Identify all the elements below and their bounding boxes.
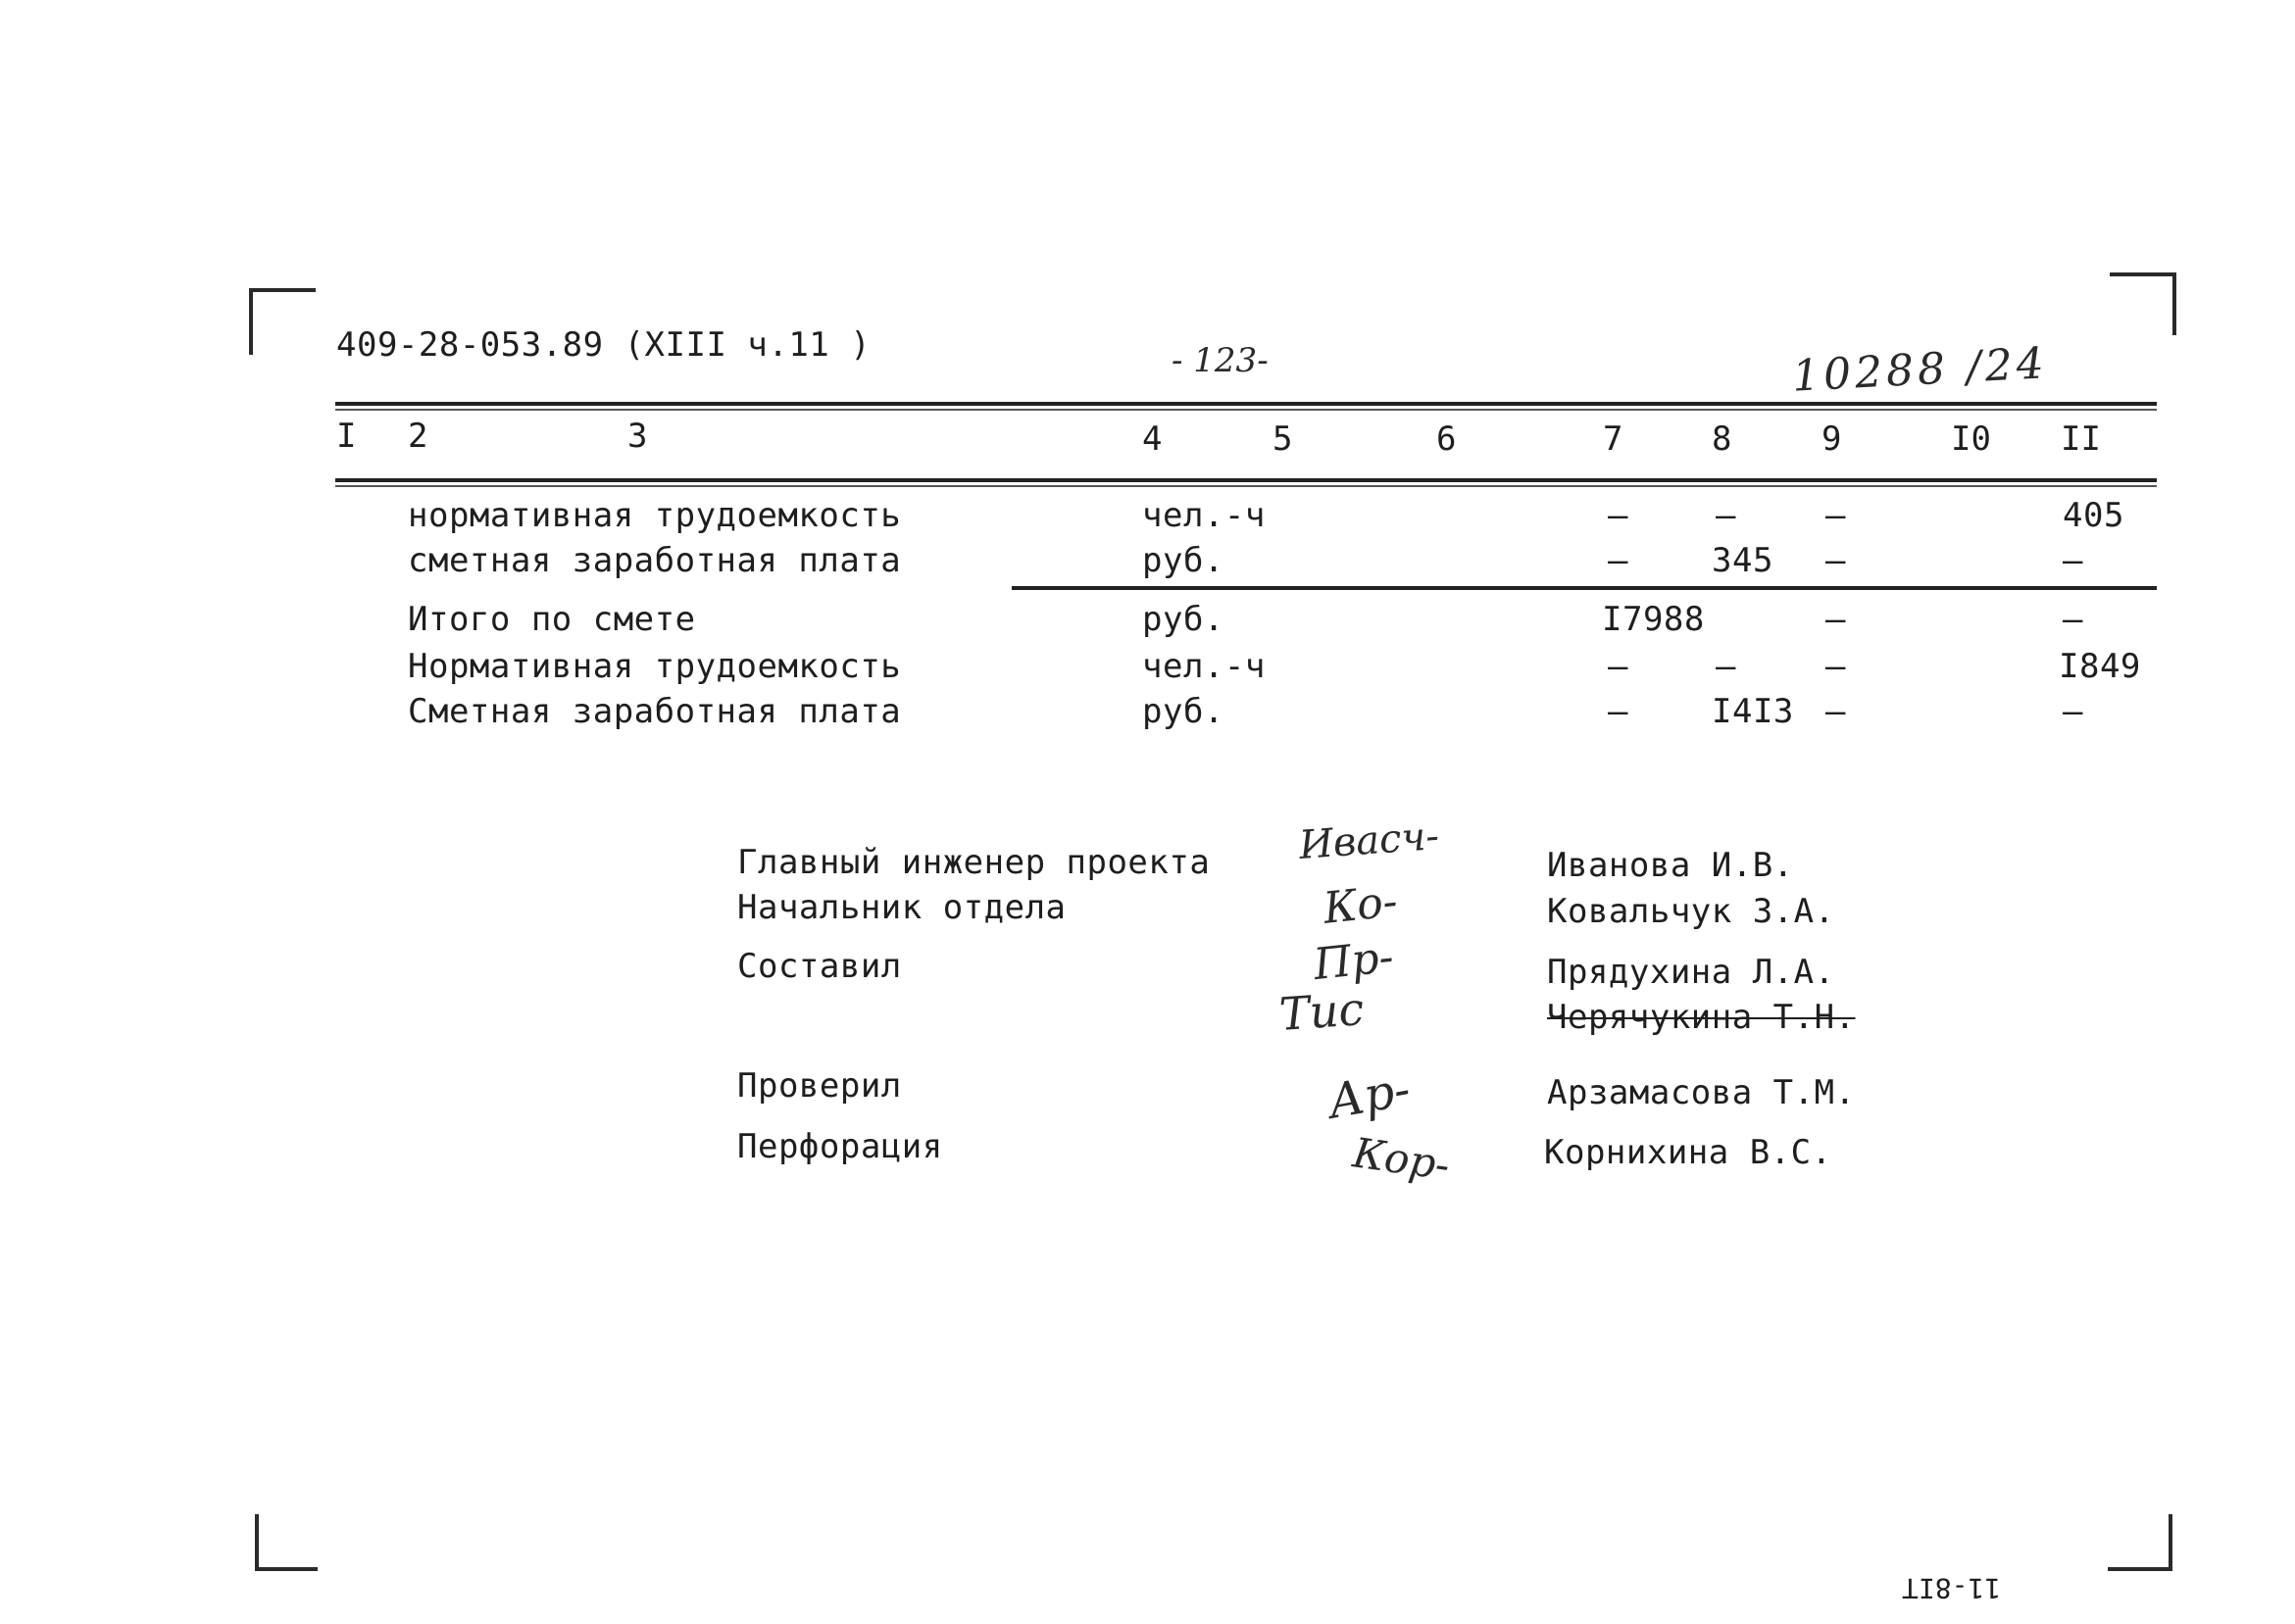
column-number: 2	[408, 417, 428, 456]
row-unit: чел.-ч	[1142, 496, 1266, 535]
row-col11: 405	[2063, 496, 2124, 535]
row-col8: –	[1716, 496, 1736, 535]
signatory-name: Арзамасова Т.М.	[1547, 1073, 1856, 1112]
signatory-name: Ковальчук З.А.	[1547, 892, 1835, 931]
row-name: сметная заработная плата	[408, 541, 902, 580]
row-col8: 345	[1712, 541, 1773, 580]
corner-top-right	[2110, 272, 2176, 335]
row-col7: –	[1608, 692, 1628, 731]
handwritten-signature: Ар-	[1323, 1061, 1415, 1130]
row-col7: –	[1608, 541, 1628, 580]
row-col9: –	[1825, 647, 1846, 686]
column-number: II	[2061, 419, 2101, 459]
row-unit: руб.	[1142, 692, 1224, 731]
row-col9: –	[1825, 496, 1846, 535]
handwritten-signature: Пр-	[1311, 931, 1396, 991]
row-col7: –	[1608, 496, 1628, 535]
row-unit: руб.	[1142, 541, 1224, 580]
footer-stamp: 11-8IT	[1902, 1572, 2002, 1604]
column-number: 9	[1821, 419, 1842, 459]
row-col11: –	[2063, 541, 2083, 580]
row-col9: –	[1825, 692, 1846, 731]
column-header-rule	[335, 478, 2157, 482]
handwritten-signature: Кор-	[1350, 1128, 1453, 1190]
row-unit: чел.-ч	[1142, 647, 1266, 686]
handwritten-reference: 10288 /24	[1790, 338, 2049, 402]
corner-bottom-left	[255, 1514, 318, 1571]
row-col11: –	[2063, 600, 2083, 639]
column-number: 3	[627, 417, 648, 456]
row-unit: руб.	[1142, 600, 1224, 639]
signatory-name: Иванова И.В.	[1547, 846, 1794, 885]
signature-title: Главный инженер проекта	[737, 843, 1211, 882]
row-col8: –	[1716, 647, 1736, 686]
signatory-name: Черячукина Т.Н.	[1547, 998, 1856, 1037]
column-number: 7	[1603, 419, 1623, 459]
row-col11: –	[2063, 692, 2083, 731]
row-name: Нормативная трудоемкость	[408, 647, 902, 686]
row-col9: –	[1825, 541, 1846, 580]
column-number: 8	[1712, 419, 1732, 459]
row-col7: –	[1608, 647, 1628, 686]
handwritten-signature: Ивасч-	[1297, 813, 1441, 868]
column-number: 4	[1142, 419, 1163, 459]
header-rule-top	[335, 402, 2157, 406]
signatory-name: Прядухина Л.А.	[1547, 953, 1835, 992]
header-rule-top-thin	[335, 409, 2157, 411]
subtotal-rule	[1012, 586, 2157, 590]
row-col11: I849	[2059, 647, 2141, 686]
signature-title: Начальник отдела	[737, 888, 1067, 927]
row-col9: –	[1825, 600, 1846, 639]
row-name: нормативная трудоемкость	[408, 496, 902, 535]
document-code: 409-28-053.89 (XIII ч.11 )	[336, 325, 872, 365]
handwritten-signature: Ко-	[1321, 876, 1400, 934]
corner-top-left	[249, 288, 316, 355]
column-number: 6	[1436, 419, 1457, 459]
row-col7: I7988	[1602, 600, 1705, 639]
column-header-rule-thin	[335, 485, 2157, 487]
column-number: 5	[1272, 419, 1293, 459]
column-number: I	[336, 417, 357, 456]
signature-title: Перфорация	[737, 1127, 943, 1166]
signatory-name: Корнихина В.С.	[1544, 1133, 1832, 1172]
row-name: Итого по смете	[408, 600, 696, 639]
handwritten-signature: Тис	[1277, 982, 1366, 1041]
corner-bottom-right	[2108, 1514, 2172, 1571]
row-col8: I4I3	[1712, 692, 1794, 731]
signature-title: Проверил	[737, 1066, 902, 1106]
row-name: Сметная заработная плата	[408, 692, 902, 731]
signature-title: Составил	[737, 947, 902, 986]
column-number: I0	[1951, 419, 1991, 459]
page-number: - 123-	[1172, 341, 1269, 380]
